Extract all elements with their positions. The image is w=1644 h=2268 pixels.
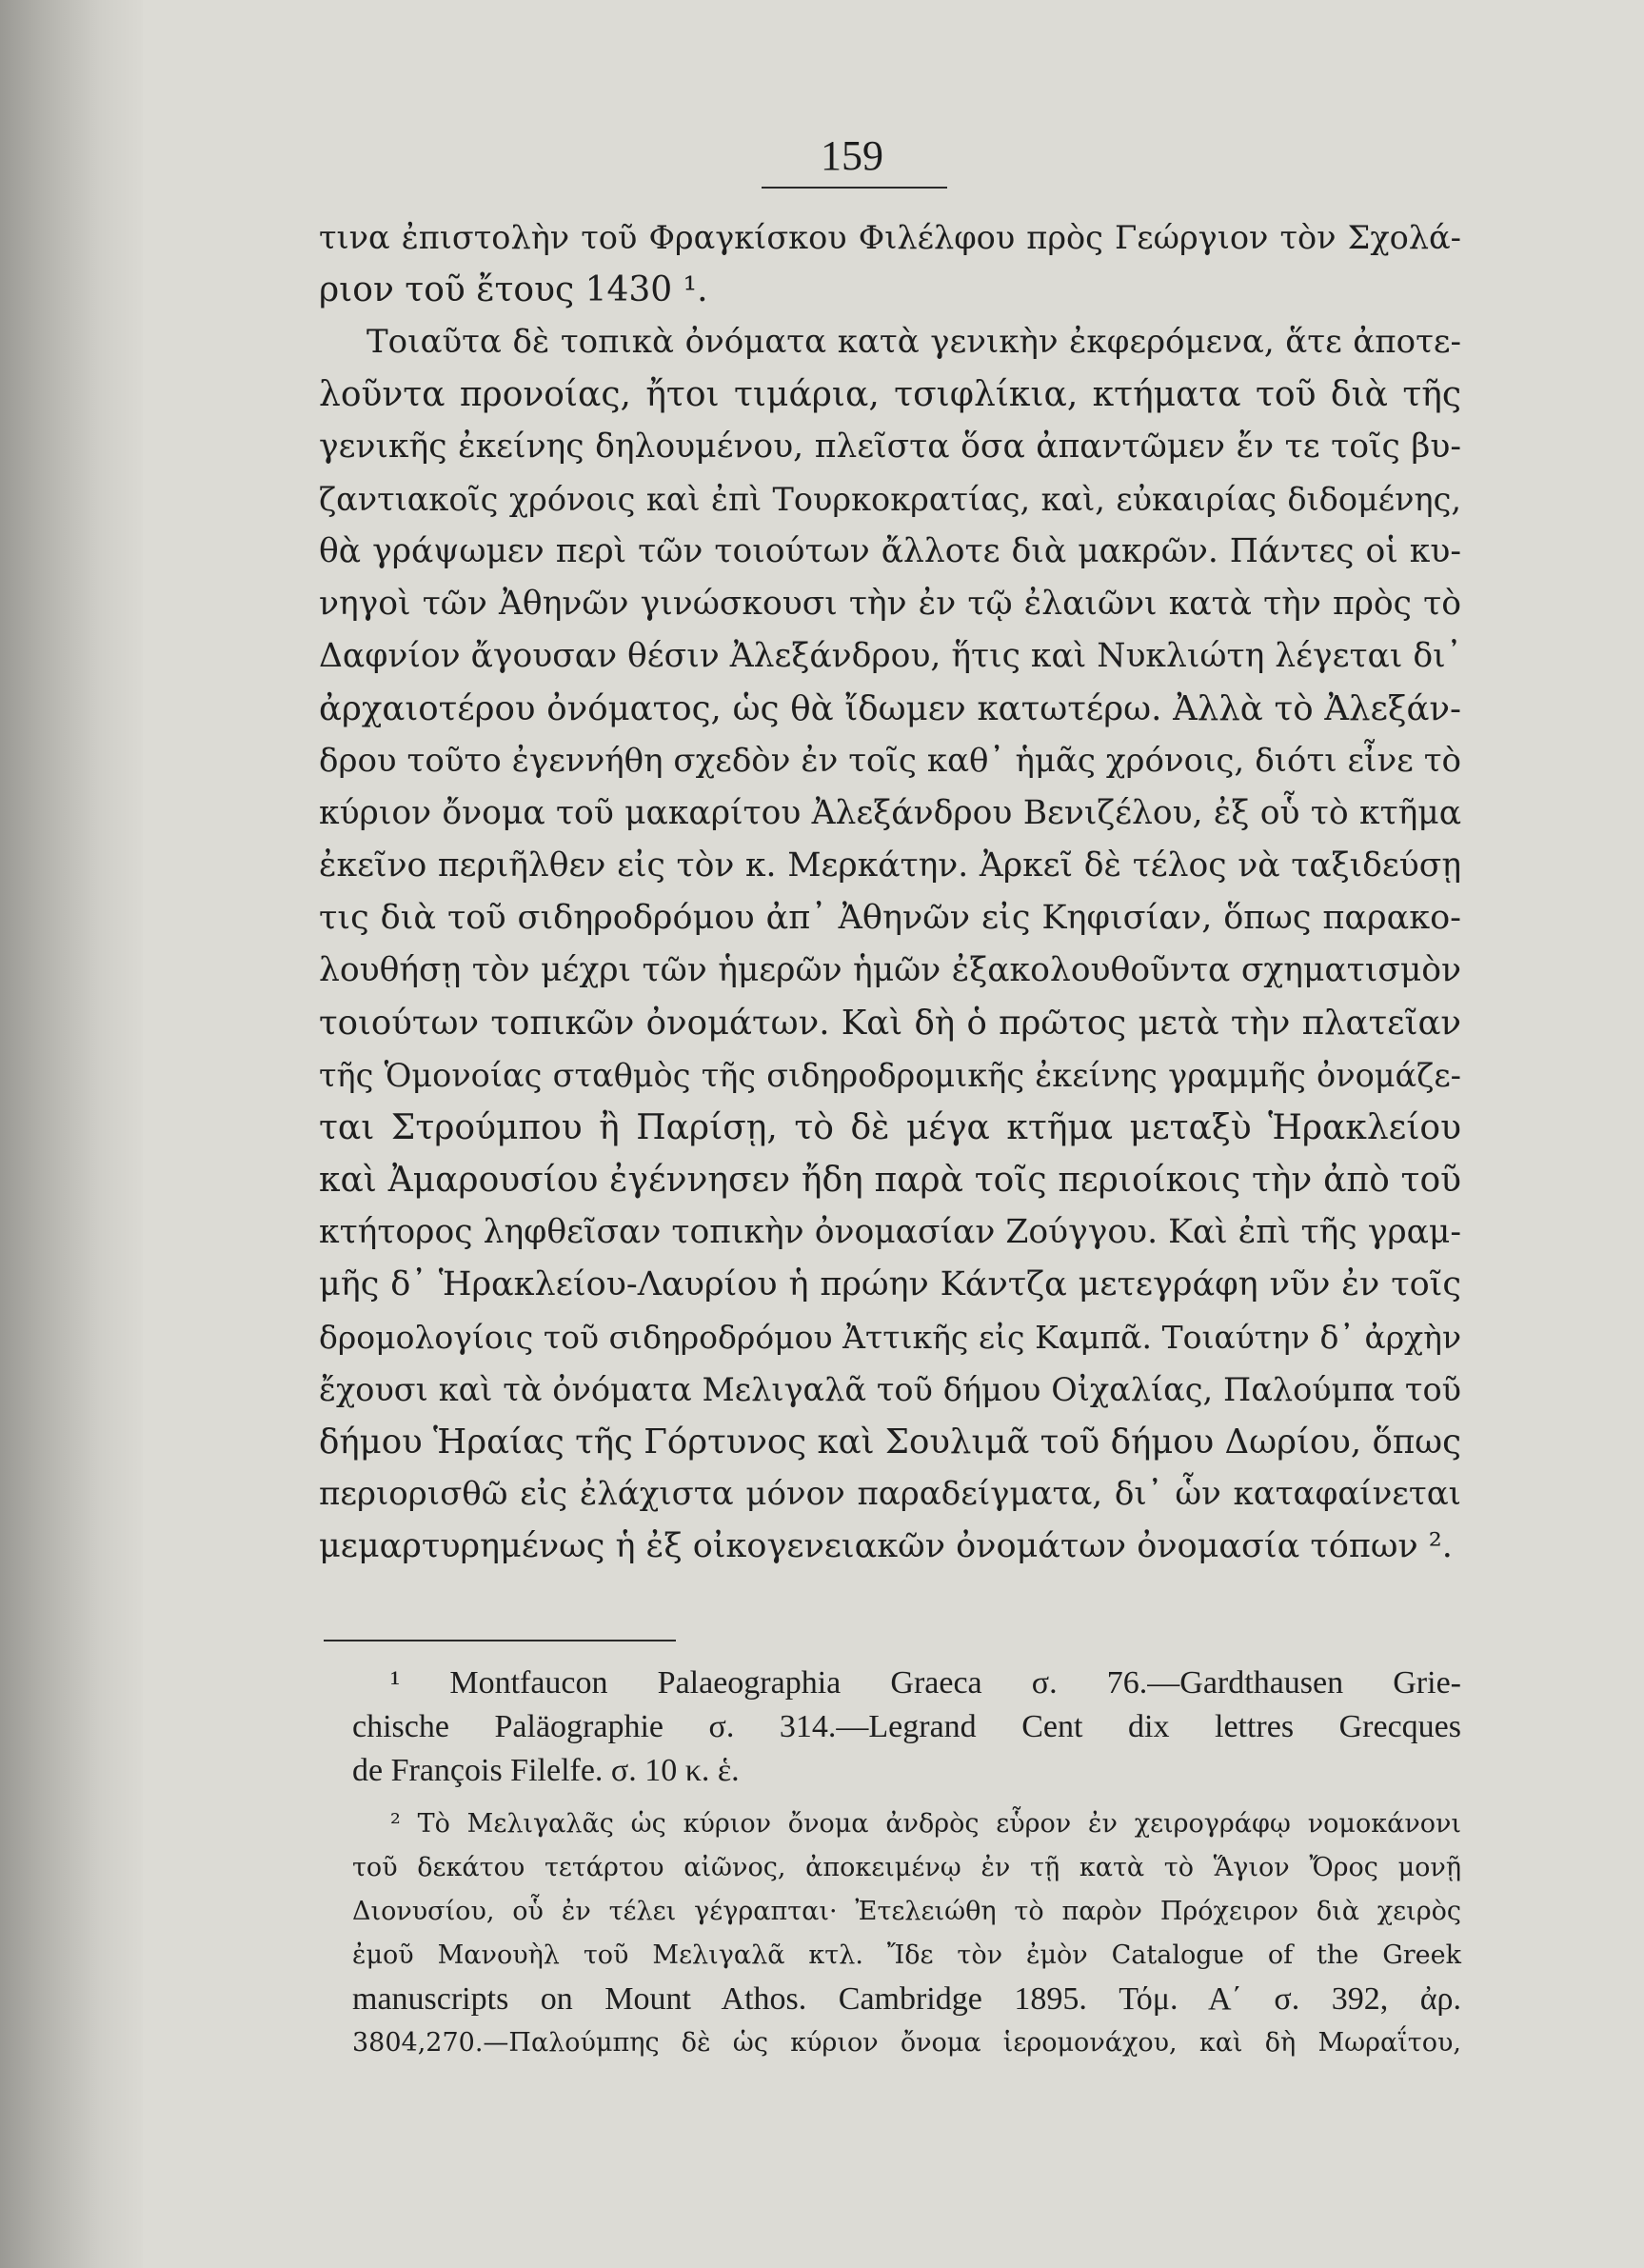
text-line: τινα ἐπιστολὴν τοῦ Φραγκίσκου Φιλέλφου πρὸς Γεώργιον τὸν Σχολά- — [319, 219, 1461, 256]
footnote-line: chische Paläographie σ. 314.—Legrand Cent dix lettres Grecques — [352, 1709, 1461, 1744]
footnotes — [352, 1661, 1461, 2065]
text-line: λοῦντα προνοίας, ἤτοι τιμάρια, τσιφλίκια, κτήματα τοῦ διὰ τῆς — [319, 375, 1461, 414]
footnote-line: τοῦ δεκάτου τετάρτου αἰῶνος, ἀποκειμένῳ ἐν τῇ κατὰ τὸ Ἅγιον Ὄρος μονῇ — [352, 1853, 1461, 1882]
text-line: περιορισθῶ εἰς ἐλάχιστα μόνον παραδείγματα, δι᾽ ὧν καταφαίνεται — [319, 1475, 1461, 1513]
text-line: δρομολογίοις τοῦ σιδηροδρόμου Ἀττικῆς εἰς Καμπᾶ. Τοιαύτην δ᾽ ἀρχὴν — [319, 1319, 1461, 1356]
text-line: καὶ Ἀμαρουσίου ἐγέννησεν ἤδη παρὰ τοῖς περιοίκοις τὴν ἀπὸ τοῦ — [319, 1161, 1461, 1200]
text-line: νηγοὶ τῶν Ἀθηνῶν γινώσκουσι τὴν ἐν τῷ ἐλαιῶνι κατὰ τὴν πρὸς τὸ — [319, 585, 1461, 623]
text-line: μεμαρτυρημένως ἡ ἐξ οἰκογενειακῶν ὀνομάτων ὀνομασία τόπων ². — [319, 1527, 1453, 1565]
footnote-1 — [352, 1661, 1461, 1793]
footnote-2 — [352, 1802, 1461, 2065]
text-line: μῆς δ᾽ Ἡρακλείου-Λαυρίου ἡ πρώην Κάντζα μετεγράφη νῦν ἐν τοῖς — [319, 1265, 1461, 1303]
footnote-line: ² Τὸ Μελιγαλᾶς ὡς κύριον ὄνομα ἀνδρὸς εὗρον ἐν χειρογράφῳ νομοκάνονι — [390, 1809, 1461, 1839]
binding-shadow — [0, 0, 143, 2268]
footnote-line: de François Filelfe. σ. 10 κ. ἑ. — [352, 1753, 740, 1788]
body-text — [319, 211, 1461, 1573]
text-line: ἐκεῖνο περιῆλθεν εἰς τὸν κ. Μερκάτην. Ἀρκεῖ δὲ τέλος νὰ ταξιδεύσῃ — [319, 846, 1461, 885]
text-line: ἔχουσι καὶ τὰ ὀνόματα Μελιγαλᾶ τοῦ δήμου Οἰχαλίας, Παλούμπα τοῦ — [319, 1371, 1461, 1408]
text-line: ριον τοῦ ἔτους 1430 ¹. — [319, 270, 708, 309]
text-line: κτήτορος ληφθεῖσαν τοπικὴν ὀνομασίαν Ζούγγου. Καὶ ἐπὶ τῆς γραμ- — [319, 1213, 1461, 1251]
footnote-line: ¹ Montfaucon Palaeographia Graeca σ. 76.—Gardthausen Grie- — [390, 1665, 1461, 1701]
text-line: Τοιαῦτα δὲ τοπικὰ ὀνόματα κατὰ γενικὴν ἐκφερόμενα, ἅτε ἀποτε- — [366, 323, 1461, 361]
page-number-rule — [762, 187, 947, 189]
text-line: γενικῆς ἐκείνης δηλουμένου, πλεῖστα ὅσα ἀπαντῶμεν ἔν τε τοῖς βυ- — [319, 428, 1461, 466]
footnote-line: ἐμοῦ Μανουὴλ τοῦ Μελιγαλᾶ κτλ. Ἴδε τὸν ἐμὸν Catalogue of the Greek — [352, 1940, 1461, 1970]
text-line: τοιούτων τοπικῶν ὀνομάτων. Καὶ δὴ ὁ πρῶτος μετὰ τὴν πλατεῖαν — [319, 1004, 1461, 1043]
footnote-rule — [324, 1640, 676, 1641]
footnote-line: 3804,270.—Παλούμπης δὲ ὡς κύριον ὄνομα ἱερομονάχου, καὶ δὴ Μωραΐτου, — [352, 2028, 1461, 2058]
text-line: Δαφνίον ἄγουσαν θέσιν Ἀλεξάνδρου, ἥτις καὶ Νυκλιώτη λέγεται δι᾽ — [319, 637, 1462, 675]
page-number: 159 — [821, 132, 883, 179]
text-line: ται Στρούμπου ἢ Παρίσῃ, τὸ δὲ μέγα κτῆμα μεταξὺ Ἡρακλείου — [319, 1108, 1461, 1147]
text-line: κύριον ὄνομα τοῦ μακαρίτου Ἀλεξάνδρου Βενιζέλου, ἐξ οὗ τὸ κτῆμα — [319, 794, 1461, 832]
text-line: ἀρχαιοτέρου ὀνόματος, ὡς θὰ ἴδωμεν κατωτέρω. Ἀλλὰ τὸ Ἀλεξάν- — [319, 689, 1461, 728]
text-line: θὰ γράψωμεν περὶ τῶν τοιούτων ἄλλοτε διὰ μακρῶν. Πάντες οἱ κυ- — [319, 532, 1461, 570]
text-line: λουθήσῃ τὸν μέχρι τῶν ἡμερῶν ἡμῶν ἐξακολουθοῦντα σχηματισμὸν — [319, 951, 1461, 989]
text-line: δρου τοῦτο ἐγεννήθη σχεδὸν ἐν τοῖς καθ᾽ ἡμᾶς χρόνοις, διότι εἶνε τὸ — [319, 742, 1461, 780]
text-line: δήμου Ἡραίας τῆς Γόρτυνος καὶ Σουλιμᾶ τοῦ δήμου Δωρίου, ὅπως — [319, 1422, 1461, 1462]
text-line: τις διὰ τοῦ σιδηροδρόμου ἀπ᾽ Ἀθηνῶν εἰς Κηφισίαν, ὅπως παρακο- — [319, 899, 1461, 937]
text-line: ζαντιακοῖς χρόνοις καὶ ἐπὶ Τουρκοκρατίας, καὶ, εὐκαιρίας διδομένης, — [319, 481, 1461, 518]
footnote-line: Διονυσίου, οὗ ἐν τέλει γέγραπται· Ἐτελειώθη τὸ παρὸν Πρόχειρον διὰ χειρὸς — [352, 1897, 1461, 1926]
text-line: τῆς Ὁμονοίας σταθμὸς τῆς σιδηροδρομικῆς ἐκείνης γραμμῆς ὀνομάζε- — [319, 1057, 1461, 1094]
footnote-line: manuscripts on Mount Athos. Cambridge 1895. Τόμ. Α΄ σ. 392, ἀρ. — [352, 1981, 1461, 2017]
